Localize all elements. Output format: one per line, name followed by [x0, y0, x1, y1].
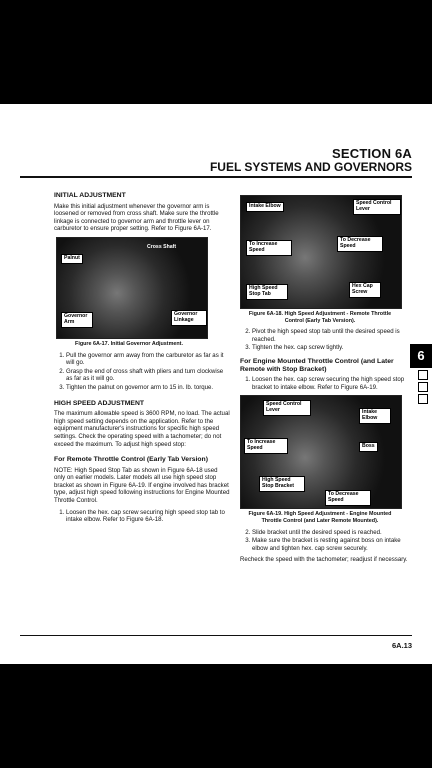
initial-adjustment-steps [54, 352, 230, 392]
label-high-speed-stop-bracket: High Speed Stop Bracket [259, 476, 305, 492]
section-number: SECTION 6A [331, 146, 412, 161]
note-label: NOTE: [54, 466, 73, 474]
label-hex-cap-screw: Hex Cap Screw [349, 282, 381, 298]
right-column [240, 192, 412, 568]
tab-steps [240, 328, 412, 352]
label-to-increase-speed: To Increase Speed [244, 438, 288, 454]
label-to-increase-speed: To Increase Speed [246, 240, 292, 256]
page-number: 6A.13 [391, 641, 412, 650]
initial-adjustment-body: Make this initial adjustment whenever the governor arm is loosened or removed from cross shaft. Make sure the throttle linkage is connected to governor arm and throttle lever on carburetor to ensure proper setting. Refer to Figure 6A-17. [54, 202, 219, 233]
label-governor-arm: Governor Arm [61, 312, 93, 328]
label-to-decrease-speed: To Decrease Speed [337, 236, 383, 252]
step-item: 3. Tighten the palnut on governor arm to 15 in. lb. torque. [66, 384, 230, 392]
step-item: 3. Tighten the hex. cap screw tightly. [252, 344, 412, 352]
note-text: High Speed Stop Tab as shown in Figure 6A-18 used only on earlier models. Later models all use high speed stop bracket as shown in Figure 6A-19. If engine involved has bracket type, adjust high speed following instructions for Engine Mounted Throttle Control. [54, 466, 230, 505]
left-column [54, 192, 230, 528]
step-item: 2. Grasp the end of cross shaft with pliers and turn clockwise as far as it will go. [66, 368, 230, 383]
remote-throttle-heading: For Remote Throttle Control (Early Tab Version) [54, 456, 208, 464]
label-intake-elbow: Intake Elbow [359, 408, 391, 424]
note-block [54, 467, 230, 505]
step-item: 1. Loosen the hex. cap screw securing the high speed stop bracket to intake elbow. Refer to Figure 6A-19. [252, 376, 412, 391]
step-item: 1. Pull the governor arm away from the carburetor as far as it will go. [66, 352, 230, 367]
step-item: 3. Make sure the bracket is resting against boss on intake elbow and tighten hex. cap screw securely. [252, 537, 412, 552]
tab-square [418, 382, 428, 392]
section-tab-marker [410, 344, 432, 404]
label-to-decrease-speed: To Decrease Speed [325, 490, 371, 506]
manual-page [0, 104, 432, 664]
tab-square [418, 394, 428, 404]
label-high-speed-stop-tab: High Speed Stop Tab [246, 284, 288, 300]
high-speed-heading: HIGH SPEED ADJUSTMENT [54, 399, 145, 407]
step-item: 2. Slide bracket until the desired speed is reached. [252, 529, 412, 537]
recheck-text: Recheck the speed with the tachometer; readjust if necessary. [240, 556, 408, 564]
initial-adjustment-heading: INITIAL ADJUSTMENT [54, 192, 126, 199]
figure-6a-19-caption: Figure 6A-19. High Speed Adjustment - Engine Mounted Throttle Control (and Later Remote Mounted). [248, 511, 392, 524]
tab-square [418, 370, 428, 380]
label-intake-elbow: Intake Elbow [246, 202, 284, 212]
step-item: 2. Pivot the high speed stop tab until the desired speed is reached. [252, 328, 412, 343]
high-speed-body: The maximum allowable speed is 3600 RPM, no load. The actual high speed setting depends on the application. Refer to the equipment manufacturer's instructions for specific high speed settings. Check the operating speed with a tachometer; do not exceed the maximum. To adjust high speed stop: [54, 410, 230, 448]
header-rule [20, 176, 412, 178]
label-boss: Boss [359, 442, 378, 452]
remote-steps [54, 509, 230, 524]
bracket-steps [240, 529, 412, 553]
label-palnut: Palnut [61, 254, 83, 264]
label-speed-control-lever: Speed Control Lever [353, 199, 401, 215]
label-cross-shaft: Cross Shaft [147, 243, 177, 250]
figure-6a-18 [240, 195, 402, 309]
engine-mounted-steps [240, 376, 412, 391]
tab-number: 6 [410, 344, 432, 368]
label-speed-control-lever: Speed Control Lever [263, 400, 311, 416]
figure-6a-18-caption: Figure 6A-18. High Speed Adjustment - Remote Throttle Control (Early Tab Version). [248, 311, 392, 324]
label-governor-linkage: Governor Linkage [171, 310, 207, 326]
figure-6a-19 [240, 395, 402, 509]
engine-mounted-heading: For Engine Mounted Throttle Control (and Later Remote with Stop Bracket) [240, 357, 394, 373]
footer-rule [20, 635, 412, 636]
step-item: 1. Loosen the hex. cap screw securing high speed stop tab to intake elbow. Refer to Figure 6A-18. [66, 509, 230, 524]
figure-6a-17-caption: Figure 6A-17. Initial Governor Adjustment. [75, 340, 183, 347]
section-title: FUEL SYSTEMS AND GOVERNORS [209, 160, 412, 174]
figure-6a-17 [56, 237, 208, 339]
